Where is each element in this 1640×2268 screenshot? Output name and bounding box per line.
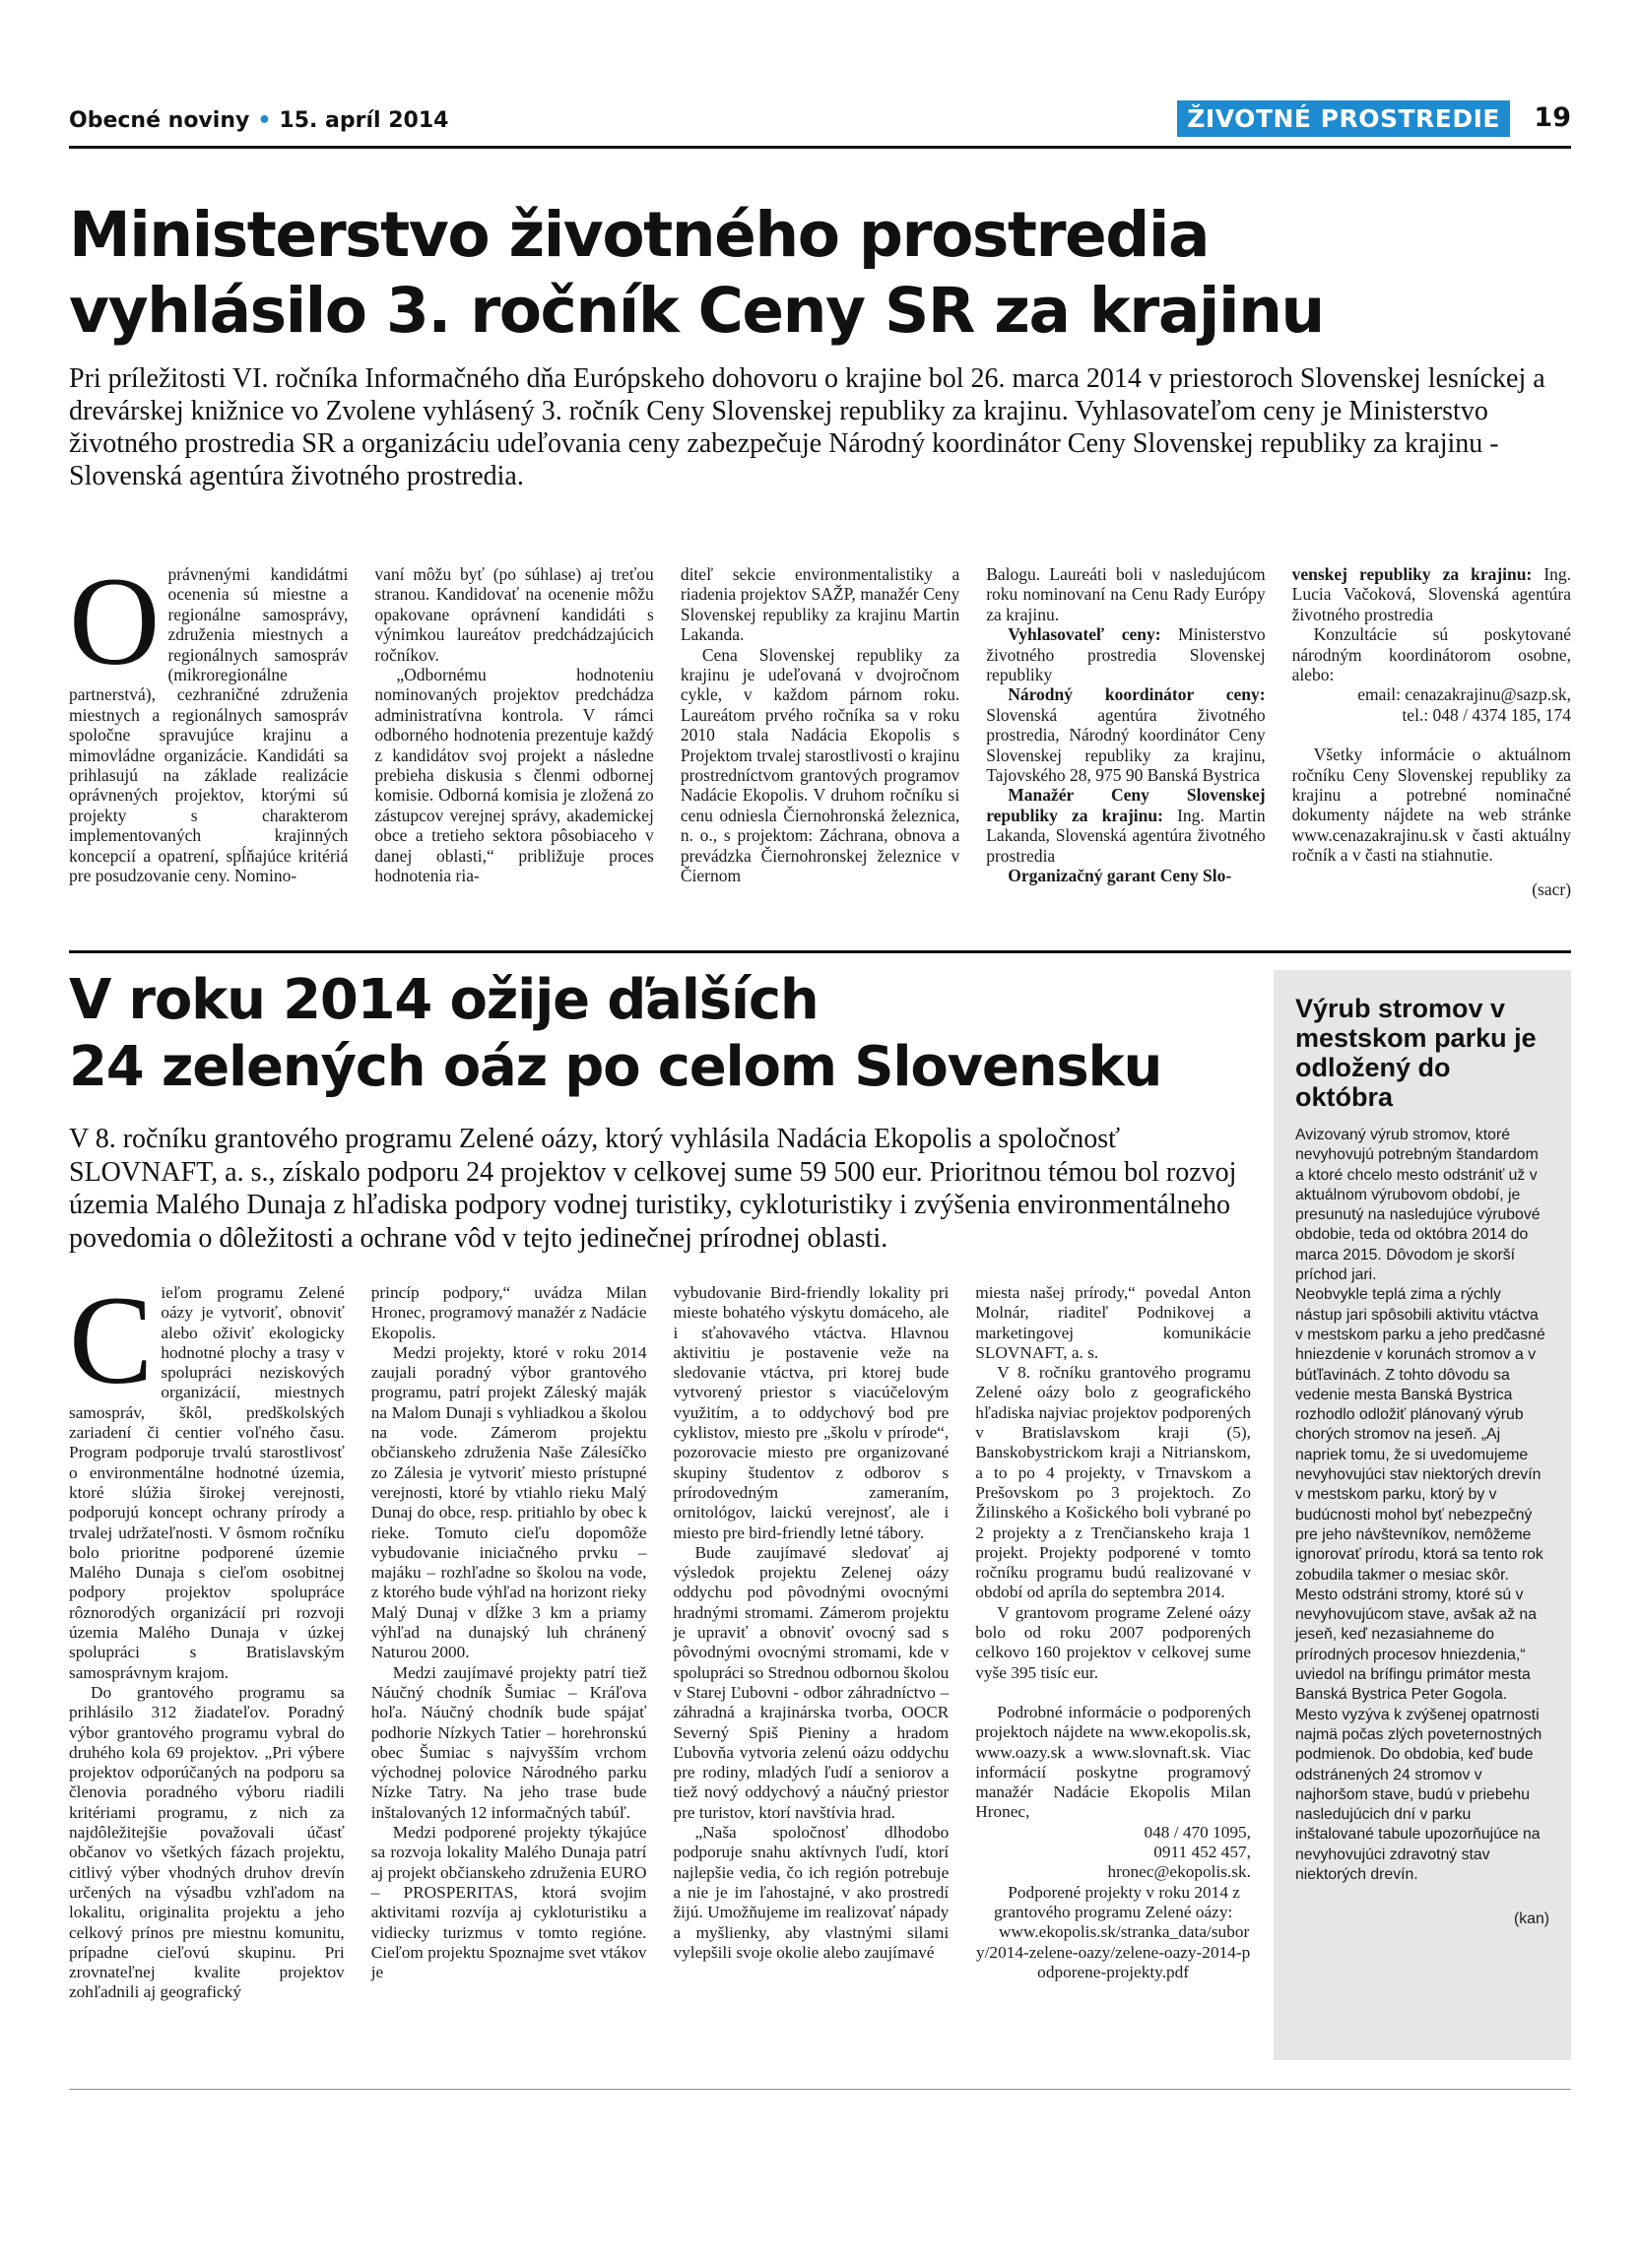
article2-paragraph: miesta našej prírody,“ povedal Anton Molnár, riaditeľ Podnikovej a marketingovej komunikácie SLOVNAFT, a. s.: [975, 1283, 1251, 1362]
article2-column-1: [69, 1270, 345, 2003]
article2-dropcap: C: [69, 1270, 154, 1410]
article2-paragraph: Medzi podporené projekty týkajúce sa rozvoja lokality Malého Dunaja patrí aj projekt občianskeho združenia EURO – PROSPERITAS, ktorá svojim aktivitami rozvíja aj cykloturistiku a vidiecky turizmus v tomto regióne. Cieľom projektu Spoznajme svet vtákov je: [370, 1823, 647, 1982]
page-header: [69, 100, 1571, 150]
article1-paragraph: Konzultácie sú poskytované národným koordinátorom osobne, alebo:: [1291, 624, 1572, 685]
article2-paragraph: ieľom programu Zelené oázy je vytvoriť, obnoviť alebo oživiť ekologicky hodnotné plochy a trasy v spolupráci neziskových organizácií, miestnych samospráv, škôl, predškolských zariadení či centier voľného času. Program podporuje trvalú starostlivosť o environmentálne hodnotné územia, ktoré slúžia širokej verejnosti, podporujú koncept ochrany prírody a trvalej udržateľnosti. V ôsmom ročníku bolo prioritne podporené územie Malého Dunaja s cieľom osobitnej podpory projektov spolupráce rôznorodých organizácií pri rozvoji územia Malého Dunaja v úzkej spolupráci s Bratislavským samosprávnym krajom.: [69, 1283, 345, 1682]
article1-info-item: [986, 624, 1265, 684]
section-label: ŽIVOTNÉ PROSTREDIE: [1177, 100, 1510, 137]
article2-paragraph: vybudovanie Bird-friendly lokality pri mieste bohatého výskytu domáceho, ale i sťahovavého vtáctva. Hlavnou aktivitiu je postavenie veže na sledovanie vtáctva, pri ktorej bude vytvorený priestor s viacúčelovým využitím, a to oddychový bod pre cyklistov, miesto pre „školu v prírode“, pozorovacie miesto pre organizované skupiny študentov z odborov s prírodovedným zameraním, ornitológov, laickú verejnosť, ale i miesto pre bird-friendly letné tábory.: [673, 1283, 950, 1542]
contact-phone: tel.: 048 / 4374 185, 174: [1402, 704, 1572, 725]
article1-dropcap: O: [69, 551, 161, 691]
issue-date: 15. apríl 2014: [279, 108, 449, 133]
article2-paragraph: Podporené projekty v roku 2014 z grantového programu Zelené oázy:: [993, 1882, 1240, 1921]
article1-headline-line1: Ministerstvo životného prostredia: [69, 199, 1209, 271]
sidebar-paragraph: Avizovaný výrub stromov, ktoré nevyhovujú potrebným štandardom a ktoré chcelo mesto odstrániť už v aktuálnom výrubovom období, je presunutý na nasledujúce výrubové obdobie, teda od októbra 2014 do marca 2015. Dôvodom je skorší príchod jari.: [1295, 1127, 1541, 1284]
info-value: Ing. Martin Lakanda, Slovenská agentúra životného prostredia: [986, 805, 1266, 866]
info-label: Manažér Ceny Slovenskej republiky za krajinu:: [986, 785, 1266, 825]
article1-column-2: [374, 564, 653, 899]
article1-paragraph: vaní môžu byť (po súhlase) aj treťou stranou. Kandidovať na ocenenie môžu opakovane oprávnení kandidáti s výnimkou laureátov predchádzajúcich ročníkov.: [374, 564, 654, 665]
article2-paragraph: Medzi zaujímavé projekty patrí tiež Náučný chodník Šumiac – Kráľova hoľa. Náučný chodník bude spájať podhorie Nízkych Tatier – horehronskú obec Šumiac s najvyšším vrchom východnej polovice Národného parku Nízke Tatry. Na jeho trase bude inštalovaných 12 informačných tabúľ.: [370, 1662, 647, 1822]
info-value: Ing. Lucia Vačoková, Slovenská agentúra životného prostredia: [1291, 564, 1572, 624]
article1-paragraph: diteľ sekcie environmentalistiky a riadenia projektov SAŽP, manažér Ceny Slovenskej republiky za krajinu Martin Lakanda.: [680, 564, 960, 645]
info-value: Slovenská agentúra životného prostredia, Národný koordinátor Ceny Slovenskej republiky za krajinu, Tajovského 28, 975 90 Banská Bystrica: [986, 704, 1266, 786]
info-label: Národný koordinátor ceny:: [1008, 684, 1266, 705]
page-number: 19: [1534, 102, 1571, 133]
article2-paragraph: V grantovom programe Zelené oázy bolo od roku 2007 podporených celkovo 160 projektov v celkovej sume vyše 395 tisíc eur.: [975, 1602, 1251, 1682]
article1-body: [69, 551, 1572, 899]
article2-column-2: [371, 1283, 647, 2003]
article1-lead: Pri príležitosti VI. ročníka Informačného dňa Európskeho dohovoru o krajine bol 26. marca 2014 v priestoroch Slovenskej lesníckej a drevárskej knižnice vo Zvolene vyhlásený 3. ročník Ceny Slovenskej republiky za krajinu. Vyhlasovateľom ceny je Ministerstvo životného prostredia SR a organizáciu udeľovania ceny zabezpečuje Národný koordinátor Ceny Slovenskej republiky za krajinu - Slovenská agentúra životného prostredia.: [69, 363, 1545, 491]
publication-name: Obecné noviny: [69, 108, 250, 133]
article2-paragraph: Medzi projekty, ktoré v roku 2014 zaujali poradný výbor grantového programu, patrí projekt Záleský maják na Malom Dunaji s vyhliadkou a školou na vode. Zámerom projektu občianskeho združenia Naše Zálesíčko zo Zálesia je vytvoriť miesto prístupné verejnosti, ktoré by vtiahlo rieku Malý Dunaj do obce, resp. pritiahlo by obec k rieke. Tomuto cieľu dopomôže vybudovanie iniciačného prvku – majáku – rozhľadne so školou na vode, z ktorého bude výhľad na horizont rieky Malý Dunaj v dĺžke 3 km a priamy výhľad na dunajský luh chránený Naturou 2000.: [370, 1342, 647, 1662]
sidebar-paragraph: Neobvykle teplá zima a rýchly nástup jari spôsobili aktivitu vtáctva v mestskom parku a jeho predčasné hniezdenie v korunách stromov a v búťľavinách. Z tohto dôvodu sa vedenie mesta Banská Bystrica rozhodlo odložiť plánovaný výrub chorých stromov na jeseň. „Aj napriek tomu, že si uvedomujeme nevyhovujúci stav niektorých drevín v mestskom parku, ktorý by v budúcnosti mohol byť nebezpečný pre jeho návštevníkov, nemôžeme ignorovať prírodu, ktorá sa tento rok zobudila takmer o mesiac skôr. Mesto odstráni stromy, ktoré sú v nevyhovujúcom stave, avšak až na jeseň, keď nezasiahneme do prírodných procesov hniezdenia,“ uviedol na brífingu primátor mesta Banská Bystrica Peter Gogola.: [1295, 1286, 1545, 1704]
sidebar-box: [1274, 970, 1571, 2060]
article2-paragraph: Do grantového programu sa prihlásilo 312 žiadateľov. Poradný výbor grantového programu vybral do druhého kola 69 projektov. „Pri výbere projektov odporúčaných na podporu sa členovia poradného výboru riadili kritériami programu, z nich za najdôležitejšie považovali účasť občanov vo všetkých fázach projektu, citlivý výber vhodných druhov drevín určených na výsadbu vzhľadom na lokalitu, originalita projektu a jeho celkový prínos pre miestnu komunitu, prípadne cieľovú skupinu. Pri zrovnateľnej kvalite projektov zohľadnili aj geografický: [69, 1682, 345, 2002]
article1-column-1: [69, 551, 349, 899]
sidebar-paragraph: Mesto vyzýva k zvýšenej opatrnosti najmä počas zlých poveternostných podmienok. Do obdobia, keď bude odstránených 24 stromov v najhoršom stave, budú v priebehu nasledujúcich dní v parku inštalované tabule upozorňujúce na nevyhovujúci zdravotný stav niektorých drevín.: [1295, 1706, 1542, 1883]
article1-column-3: [681, 564, 959, 899]
article1-info-item: [986, 684, 1265, 785]
article2-body: [69, 1270, 1251, 2003]
article2-column-4: [975, 1283, 1251, 2003]
article2-headline-line1: V roku 2014 ožije ďalších: [69, 968, 819, 1032]
article1-info-item: [986, 785, 1265, 866]
article1-column-4: [986, 564, 1265, 899]
article2-headline: [69, 967, 1251, 1101]
sidebar-headline: Výrub stromov v mestskom parku je odložený do októbra: [1295, 994, 1537, 1112]
contact-email: email: cenazakrajinu@sazp.sk,: [1357, 684, 1572, 705]
info-label: Organizačný garant Ceny Slo-: [1008, 866, 1232, 886]
contact-mobile: 0911 452 457,: [1153, 1843, 1251, 1862]
article1-signature: (sacr): [1532, 878, 1572, 899]
sidebar-signature: (kan): [1514, 1911, 1549, 1928]
info-label: Vyhlasovateľ ceny:: [1008, 624, 1161, 645]
article2-paragraph: Podrobné informácie o podporených projektoch nájdete na www.ekopolis.sk, www.oazy.sk a www.slovnaft.sk. Viac informácií poskytne programový manažér Nadácie Ekopolis Milan Hronec,: [975, 1702, 1251, 1822]
sidebar-body: [1295, 1126, 1549, 1885]
separator-dot: •: [257, 108, 272, 133]
info-value: Ministerstvo životného prostredia Slovenskej republiky: [986, 624, 1266, 685]
article1-paragraph: Balogu. Laureáti boli v nasledujúcom roku nominovaní na Cenu Rady Európy za krajinu.: [986, 564, 1266, 624]
masthead: [69, 108, 448, 133]
article2-column-3: [674, 1283, 950, 2003]
article2-paragraph: „Naša spoločnosť dlhodobo podporuje snahu aktívnych ľudí, ktorí najlepšie vedia, čo ich región potrebuje a nie je im ľahostajné, v ako prostredí žijú. Umožňujeme im realizovať nápady a myšlienky, aby vlastnými silami vylepšili svoje okolie alebo zaujímavé: [673, 1823, 950, 1962]
article1-column-5: [1292, 564, 1571, 899]
article2-paragraph: V 8. ročníku grantového programu Zelené oázy bolo z geografického hľadiska najviac projektov podporených v Bratislavskom kraji (5), Banskobystrickom kraji a Nitrianskom, a to po 4 projekty, v Trnavskom a Prešovskom po 3 projektoch. Zo Žilinského a Košického boli vybrané po 2 projekty a z Trenčianskeho kraja 1 projekt. Projekty podporené v tomto ročníku programu budú realizované v období od apríla do septembra 2014.: [975, 1363, 1251, 1602]
contact-phone: 048 / 470 1095,: [1144, 1822, 1251, 1842]
projects-url: www.ekopolis.sk/stranka_data/subory/2014-zelene-oazy/zelene-oazy-2014-podporene-projekty.pdf: [975, 1922, 1251, 1981]
article1-paragraph: „Odbornému hodnoteniu nominovaných projektov predchádza administratívna kontrola. V rámci odborného hodnotenia prezentuje každý z kandidátov svoj projekt a následne prebieha diskusia s členmi odbornej komisie. Odborná komisia je zložená zo zástupcov verejnej správy, akademickej obce a tretieho sektora pôsobiaceho v danej oblasti,“ približuje proces hodnotenia ria-: [374, 665, 654, 886]
article1-info-item: [986, 866, 1265, 885]
article1-paragraph: Všetky informácie o aktuálnom ročníku Ceny Slovenskej republiky za krajinu a potrebné nominačné dokumenty nájdete na web stránke www.cenazakrajinu.sk v časti aktuálny ročník a v časti na stiahnutie.: [1291, 745, 1572, 866]
article1-paragraph: právnenými kandidátmi ocenenia sú miestne a regionálne samosprávy, združenia miestnych a regionálnych samospráv (mikroregionálne partnerstvá), cezhraničné združenia miestnych a regionálnych samospráv spoločne spravujúce krajinu a mimovládne organizácie. Kandidáti sa prihlasujú na základe realizácie oprávnených projektov, ktorými sú projekty s charakterom implementovaných krajinných koncepcií a opatrení, spĺňajúce kritériá pre posudzovanie ceny. Nomino-: [69, 564, 349, 886]
article1-info-item: [1292, 564, 1571, 624]
article1-paragraph: Cena Slovenskej republiky za krajinu je udeľovaná v dvojročnom cykle, v každom párnom roku. Laureátom prvého ročníka sa v roku 2010 stala Nadácia Ekopolis s Projektom trvalej starostlivosti o krajinu prostredníctvom grantových programov Nadácie Ekopolis. V druhom ročníku si cenu odniesla Čiernohronská železnica, n. o., s projektom: Záchrana, obnova a prevádzka Čiernohronskej železnice v Čiernom: [680, 644, 960, 886]
header-rule: [69, 146, 1571, 149]
article2-paragraph: Bude zaujímavé sledovať aj výsledok projektu Zelenej oázy oddychu pod pôvodnými ovocnými hradnými stromami. Zámerom projektu je upraviť a obnoviť ovocný sad s pôvodnými ovocnými stromami, kde v spolupráci so Strednou odbornou školou v Starej Ľubovni - odbor záhradníctvo – záhradná a krajinárska tvorba, OOCR Severný Spiš Pieniny a hradom Ľubovňa vytvoria zelenú oázu oddychu pre rodiny, mladých ľudí a seniorov a tiež nový oddychový a náučný priestor pre turistov, ktorí navštívia hrad.: [673, 1542, 950, 1822]
footer-rule: [69, 2089, 1571, 2090]
article1-headline: [69, 197, 1571, 349]
article1-headline-line2: vyhlásilo 3. ročník Ceny SR za krajinu: [69, 275, 1324, 347]
article2-headline-line2: 24 zelených oáz po celom Slovensku: [69, 1035, 1162, 1099]
article-divider: [69, 950, 1571, 953]
article2-lead: V 8. ročníku grantového programu Zelené oázy, ktorý vyhlásila Nadácia Ekopolis a spoločnosť SLOVNAFT, a. s., získalo podporu 24 projektov v celkovej sume 59 500 eur. Prioritnou témou bol rozvoj územia Malého Dunaja z hľadiska podpory vodnej turistiky, cykloturistiky i zvýšenia environmentálneho povedomia o dôležitosti a ochrane vôd v tejto jedinečnej prírodnej oblasti.: [69, 1124, 1237, 1254]
info-label: venskej republiky za krajinu:: [1291, 564, 1533, 584]
contact-email: hronec@ekopolis.sk.: [1107, 1862, 1251, 1882]
article2-paragraph: princíp podpory,“ uvádza Milan Hronec, programový manažér z Nadácie Ekopolis.: [370, 1283, 647, 1342]
